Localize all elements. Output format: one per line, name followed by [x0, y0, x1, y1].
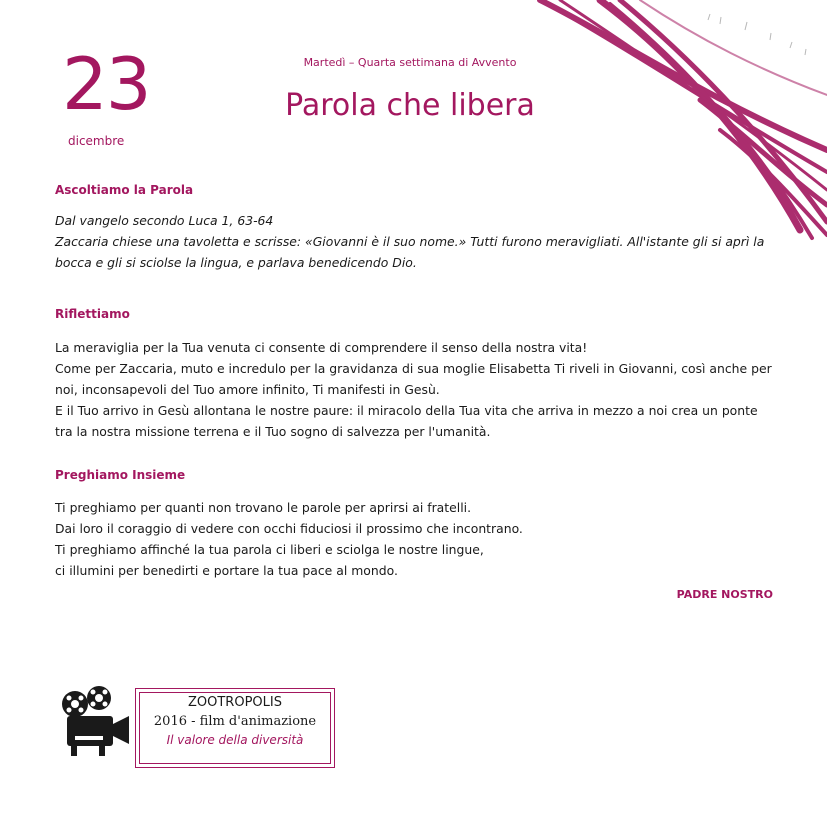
section-heading-preghiamo: Preghiamo Insieme [55, 468, 186, 482]
prayer-line: Ti preghiamo affinché la tua parola ci liberi e sciolga le nostre lingue, [55, 542, 484, 557]
movie-year: 2016 - film d'animazione [153, 714, 317, 729]
section-body-preghiamo [55, 497, 773, 581]
reflection-line: E il Tuo arrivo in Gesù allontana le nostre paure: il miracolo della Tua vita che arriva in mezzo a noi crea un ponte [55, 403, 758, 418]
prayer-line: ci illumini per benedirti e portare la tua pace al mondo. [55, 563, 398, 578]
scripture-line: bocca e gli si sciolse la lingua, e parlava benedicendo Dio. [55, 255, 417, 270]
reflection-line: noi, inconsapevoli del Tuo amore infinito, Ti manifesti in Gesù. [55, 382, 440, 397]
closing-prayer: PADRE NOSTRO [676, 588, 773, 601]
reflection-line: Come per Zaccaria, muto e incredulo per la gravidanza di sua moglie Elisabetta Ti riveli in Giovanni, così anche per [55, 361, 772, 376]
section-heading-riflettiamo: Riflettiamo [55, 307, 130, 321]
section-body-riflettiamo [55, 337, 773, 442]
movie-theme: Il valore della diversità [166, 733, 304, 747]
scripture-reference: Dal vangelo secondo Luca 1, 63-64 [55, 213, 274, 228]
page-title: Parola che libera [285, 88, 535, 123]
movie-suggestion-box [135, 688, 335, 768]
date-day: 23 [62, 42, 150, 126]
section-heading-ascoltiamo: Ascoltiamo la Parola [55, 183, 194, 197]
reflection-line: tra la nostra missione terrena e il Tuo sogno di salvezza per l'umanità. [55, 424, 491, 439]
movie-title: ZOOTROPOLIS [188, 695, 282, 710]
date-month: dicembre [68, 134, 125, 148]
film-projector-icon [55, 684, 135, 764]
reflection-line: La meraviglia per la Tua venuta ci consente di comprendere il senso della nostra vita! [55, 340, 588, 355]
prayer-line: Ti preghiamo per quanti non trovano le parole per aprirsi ai fratelli. [55, 500, 472, 515]
section-body-ascoltiamo [55, 210, 773, 273]
prayer-line: Dai loro il coraggio di vedere con occhi fiduciosi il prossimo che incontrano. [55, 521, 523, 536]
page-subtitle: Martedì – Quarta settimana di Avvento [303, 56, 517, 69]
scripture-line: Zaccaria chiese una tavoletta e scrisse: «Giovanni è il suo nome.» Tutti furono meravigliati. All'istante gli si aprì la [55, 234, 765, 249]
